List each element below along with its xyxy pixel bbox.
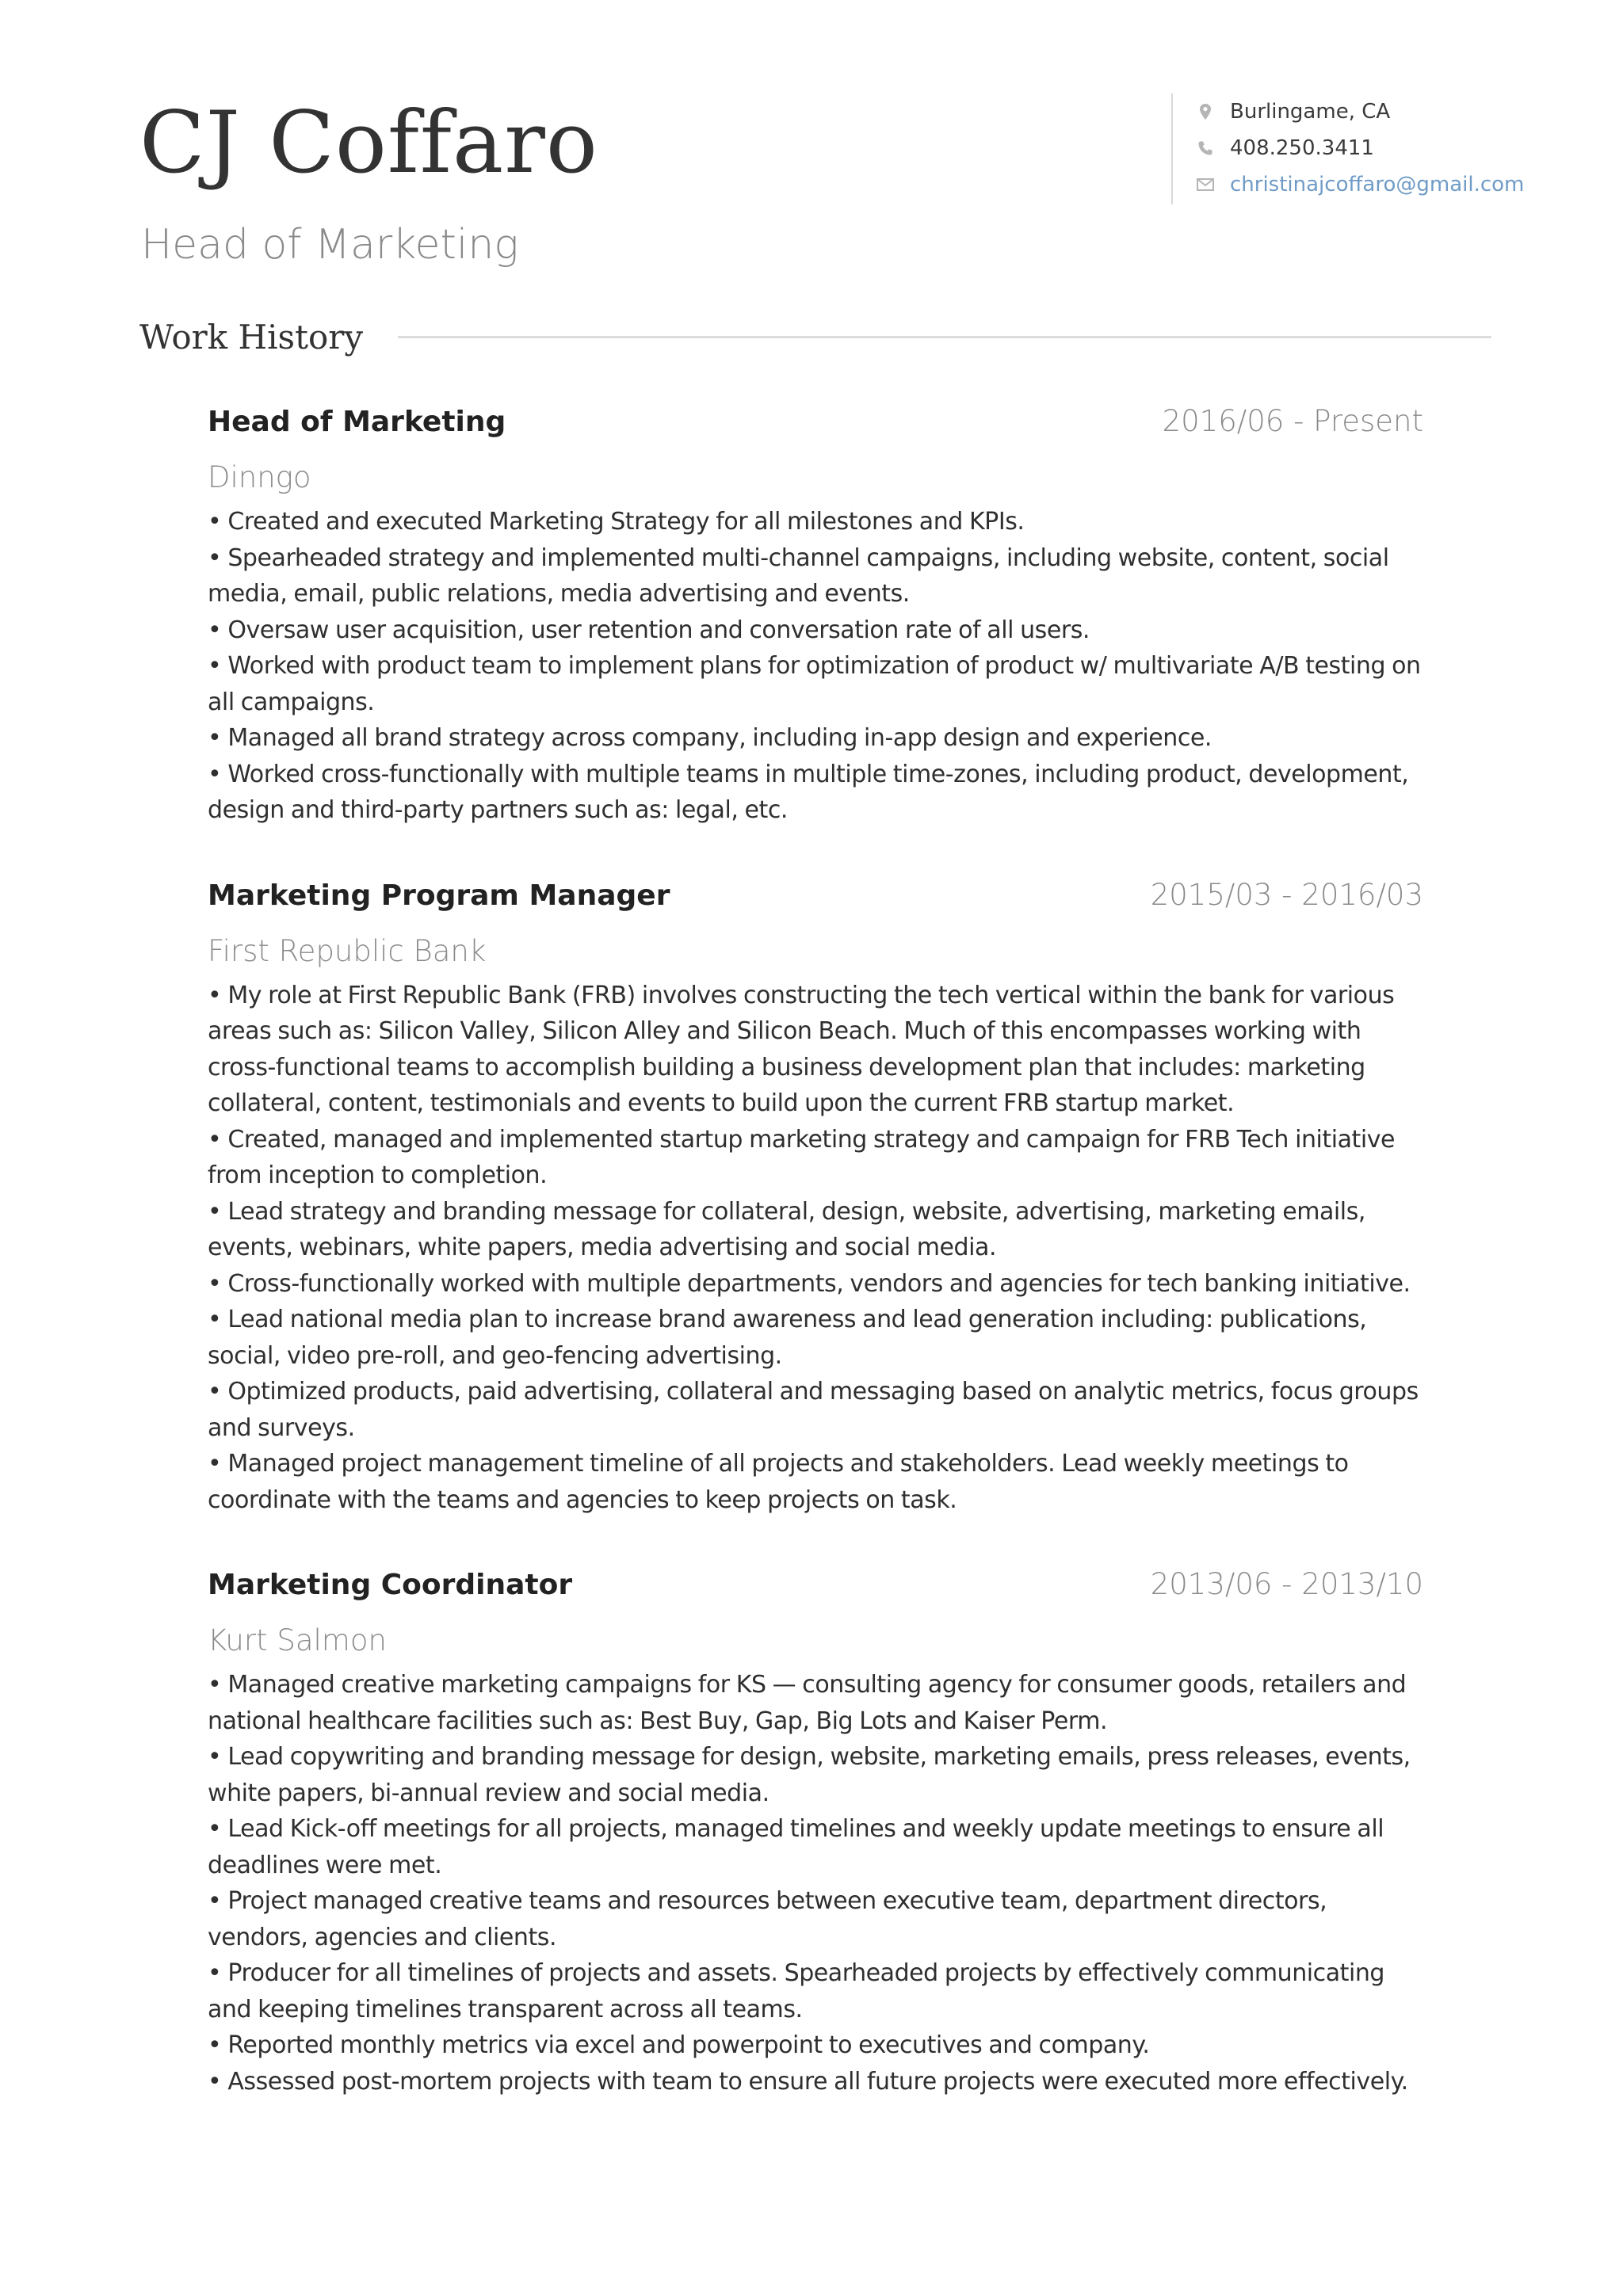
job-dates: 2015/03 - 2016/03 bbox=[1150, 877, 1423, 912]
job-title: Head of Marketing bbox=[208, 406, 506, 438]
job-dates: 2016/06 - Present bbox=[1162, 404, 1423, 438]
job-company: Dinngo bbox=[208, 460, 311, 494]
candidate-headline: Head of Marketing bbox=[141, 221, 519, 269]
job-title: Marketing Program Manager bbox=[208, 879, 670, 912]
job-bullet: • Assessed post-mortem projects with team to ensure all future projects were executed more effectively. bbox=[208, 2067, 1408, 2096]
job-bullet: • My role at First Republic Bank (FRB) involves constructing the tech vertical within the bank for various areas such as: Silicon Valley, Silicon Alley and Silicon Beach. Much of this encompasses working with cross-functional teams to accomplish building a business development plan that includes: marketing collateral, content, testimonials and events to build upon the current FRB startup market. bbox=[208, 981, 1395, 1117]
job-bullet: • Cross-functionally worked with multiple departments, vendors and agencies for tech banking initiative. bbox=[208, 1269, 1411, 1298]
job-bullet: • Optimized products, paid advertising, collateral and messaging based on analytic metrics, focus groups and surveys. bbox=[208, 1378, 1419, 1442]
work-history-header bbox=[139, 309, 1491, 364]
job-bullets bbox=[208, 978, 1425, 1519]
job-entry bbox=[208, 1567, 1425, 2100]
phone-icon bbox=[1197, 139, 1214, 157]
job-company: Kurt Salmon bbox=[208, 1623, 387, 1657]
job-header bbox=[208, 878, 1425, 929]
job-bullet: • Lead strategy and branding message for collateral, design, website, advertising, marketing emails, events, webinars, white papers, media advertising and social media. bbox=[208, 1197, 1365, 1261]
job-dates: 2013/06 - 2013/10 bbox=[1150, 1567, 1423, 1601]
location-pin-icon bbox=[1197, 103, 1214, 120]
contact-block bbox=[1171, 93, 1524, 204]
job-bullet: • Created, managed and implemented startup marketing strategy and campaign for FRB Tech initiative from inception to completion. bbox=[208, 1125, 1396, 1189]
job-bullet: • Lead Kick-off meetings for all projects, managed timelines and weekly update meetings to ensure all deadlines were met. bbox=[208, 1815, 1384, 1879]
job-entry bbox=[208, 404, 1425, 829]
job-bullet: • Oversaw user acquisition, user retention and conversation rate of all users. bbox=[208, 616, 1090, 644]
job-bullet: • Lead copywriting and branding message for design, website, marketing emails, press releases, events, white papers, bi-annual review and social media. bbox=[208, 1743, 1411, 1807]
job-entry bbox=[208, 878, 1425, 1519]
job-bullet: • Managed project management timeline of all projects and stakeholders. Lead weekly meetings to coordinate with the teams and agencies to keep projects on task. bbox=[208, 1450, 1349, 1514]
job-bullet: • Worked with product team to implement plans for optimization of product w/ multivariate A/B testing on all campaigns. bbox=[208, 652, 1421, 716]
contact-email[interactable] bbox=[1197, 166, 1524, 203]
contact-phone bbox=[1197, 130, 1524, 166]
job-company: First Republic Bank bbox=[208, 933, 487, 968]
section-divider bbox=[398, 336, 1491, 338]
job-bullet: • Producer for all timelines of projects and assets. Spearheaded projects by effectively communicating and keeping timelines transparent across all teams. bbox=[208, 1959, 1384, 2023]
contact-phone-text: 408.250.3411 bbox=[1230, 136, 1374, 160]
job-bullet: • Created and executed Marketing Strategy for all milestones and KPIs. bbox=[208, 508, 1025, 536]
job-title: Marketing Coordinator bbox=[208, 1569, 573, 1601]
section-title: Work History bbox=[139, 317, 364, 357]
job-bullet: • Project managed creative teams and resources between executive team, department directors, vendors, agencies and clients. bbox=[208, 1887, 1327, 1951]
job-bullet: • Lead national media plan to increase brand awareness and lead generation including: publications, social, video pre-roll, and geo-fencing advertising. bbox=[208, 1306, 1367, 1370]
contact-location-text: Burlingame, CA bbox=[1230, 100, 1391, 124]
job-bullet: • Worked cross-functionally with multiple teams in multiple time-zones, including product, development, design and third-party partners such as: legal, etc. bbox=[208, 760, 1409, 824]
contact-location bbox=[1197, 93, 1524, 130]
job-bullets bbox=[208, 504, 1425, 829]
job-header bbox=[208, 1567, 1425, 1618]
job-bullet: • Reported monthly metrics via excel and powerpoint to executives and company. bbox=[208, 2031, 1150, 2059]
job-bullets bbox=[208, 1667, 1425, 2100]
candidate-name: CJ Coffaro bbox=[139, 93, 598, 193]
job-header bbox=[208, 404, 1425, 455]
envelope-icon bbox=[1197, 176, 1214, 193]
work-history-list bbox=[208, 404, 1425, 2149]
job-bullet: • Managed all brand strategy across company, including in-app design and experience. bbox=[208, 724, 1212, 752]
job-bullet: • Spearheaded strategy and implemented multi-channel campaigns, including website, content, social media, email, public relations, media advertising and events. bbox=[208, 543, 1389, 608]
job-bullet: • Managed creative marketing campaigns for KS — consulting agency for consumer goods, retailers and national healthcare facilities such as: Best Buy, Gap, Big Lots and Kaiser Perm. bbox=[208, 1671, 1407, 1735]
contact-email-link[interactable]: christinajcoffaro@gmail.com bbox=[1230, 173, 1525, 196]
